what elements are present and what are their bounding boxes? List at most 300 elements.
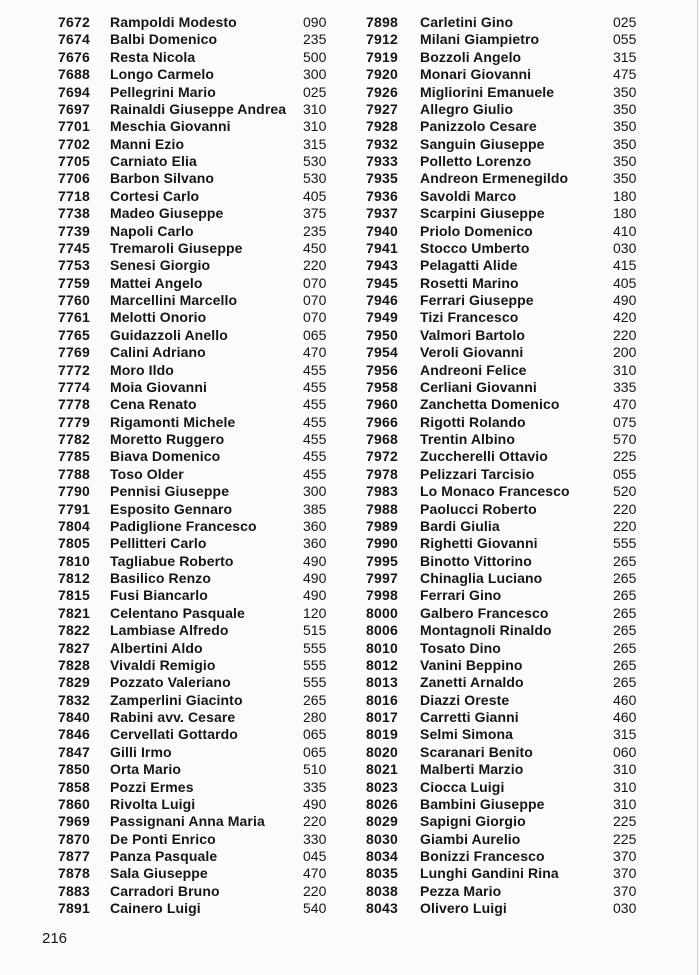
entry-num: 7745 bbox=[58, 239, 90, 256]
entry-val: 220 bbox=[613, 517, 637, 534]
entry-val: 025 bbox=[303, 83, 327, 100]
list-item bbox=[350, 118, 700, 135]
list-item bbox=[0, 587, 350, 604]
entry-val: 265 bbox=[613, 552, 637, 569]
list-item bbox=[0, 848, 350, 865]
list-item bbox=[0, 292, 350, 309]
entry-val: 540 bbox=[303, 900, 327, 917]
entry-val: 265 bbox=[613, 587, 637, 604]
entry-name: Lunghi Gandini Rina bbox=[420, 865, 559, 882]
entry-num: 8030 bbox=[366, 830, 398, 847]
entry-num: 8019 bbox=[366, 726, 398, 743]
entry-num: 7989 bbox=[366, 517, 398, 534]
list-item bbox=[350, 309, 700, 326]
entry-num: 7932 bbox=[366, 135, 398, 152]
entry-name: Pozzi Ermes bbox=[110, 778, 194, 795]
entry-name: Veroli Giovanni bbox=[420, 344, 524, 361]
entry-num: 7672 bbox=[58, 14, 90, 30]
entry-name: Zanchetta Domenico bbox=[420, 396, 560, 413]
entry-val: 460 bbox=[613, 691, 637, 708]
entry-num: 8010 bbox=[366, 639, 398, 656]
entry-name: Pelizzari Tarcisio bbox=[420, 465, 535, 482]
list-item bbox=[350, 153, 700, 170]
entry-num: 8034 bbox=[366, 848, 398, 864]
entry-name: Scarpini Giuseppe bbox=[420, 205, 545, 222]
list-item bbox=[0, 14, 350, 31]
entry-num: 7927 bbox=[366, 100, 398, 117]
entry-val: 310 bbox=[303, 100, 327, 117]
entry-num: 7821 bbox=[58, 604, 90, 621]
list-item bbox=[350, 396, 700, 413]
entry-val: 310 bbox=[303, 118, 327, 135]
entry-val: 235 bbox=[303, 222, 327, 239]
list-item bbox=[0, 414, 350, 431]
list-item bbox=[350, 553, 700, 570]
page-edge bbox=[697, 0, 698, 975]
entry-name: Monari Giovanni bbox=[420, 66, 532, 83]
entry-name: Pezza Mario bbox=[420, 882, 502, 899]
list-item bbox=[350, 448, 700, 465]
entry-name: Rigamonti Michele bbox=[110, 413, 236, 430]
entry-val: 490 bbox=[303, 795, 327, 812]
list-item bbox=[0, 535, 350, 552]
entry-num: 7956 bbox=[366, 361, 398, 378]
entry-name: Selmi Simona bbox=[420, 726, 514, 743]
entry-num: 7791 bbox=[58, 500, 90, 517]
entry-num: 7935 bbox=[366, 170, 398, 187]
entry-val: 360 bbox=[303, 517, 327, 534]
entry-num: 7769 bbox=[58, 344, 90, 361]
entry-val: 455 bbox=[303, 413, 327, 430]
list-item bbox=[350, 657, 700, 674]
entry-val: 055 bbox=[613, 31, 637, 48]
entry-val: 520 bbox=[613, 483, 637, 500]
list-item bbox=[350, 831, 700, 848]
entry-num: 7946 bbox=[366, 292, 398, 308]
list-item bbox=[0, 865, 350, 882]
entry-val: 315 bbox=[303, 135, 327, 152]
list-item bbox=[350, 205, 700, 222]
list-item bbox=[0, 466, 350, 483]
list-item bbox=[350, 865, 700, 882]
entry-name: Panza Pasquale bbox=[110, 848, 218, 864]
entry-name: Biava Domenico bbox=[110, 448, 221, 465]
entry-name: Allegro Giulio bbox=[420, 100, 514, 117]
entry-name: Trentin Albino bbox=[420, 431, 515, 447]
entry-name: Savoldi Marco bbox=[420, 187, 517, 204]
entry-name: Priolo Domenico bbox=[420, 222, 533, 239]
entry-name: Sapigni Giorgio bbox=[420, 813, 526, 830]
list-item bbox=[0, 275, 350, 292]
list-item bbox=[350, 257, 700, 274]
entry-val: 235 bbox=[303, 31, 327, 48]
entry-val: 025 bbox=[613, 14, 637, 30]
entry-num: 8000 bbox=[366, 604, 398, 621]
entry-val: 310 bbox=[613, 361, 637, 378]
entry-val: 220 bbox=[613, 500, 637, 517]
list-item bbox=[0, 223, 350, 240]
entry-name: Moia Giovanni bbox=[110, 378, 207, 395]
entry-val: 350 bbox=[613, 100, 637, 117]
entry-num: 7988 bbox=[366, 500, 398, 517]
entry-name: Pennisi Giuseppe bbox=[110, 483, 230, 500]
list-item bbox=[350, 605, 700, 622]
list-item bbox=[0, 726, 350, 743]
entry-name: Zanetti Arnaldo bbox=[420, 674, 524, 691]
entry-num: 7702 bbox=[58, 135, 90, 152]
list-item bbox=[0, 257, 350, 274]
entry-val: 070 bbox=[303, 274, 327, 291]
entry-name: Migliorini Emanuele bbox=[420, 83, 555, 100]
entry-val: 300 bbox=[303, 483, 327, 500]
entry-val: 350 bbox=[613, 153, 637, 169]
entry-name: Zuccherelli Ottavio bbox=[420, 448, 548, 465]
list-item bbox=[350, 223, 700, 240]
entry-val: 370 bbox=[613, 865, 637, 882]
entry-val: 360 bbox=[303, 535, 327, 552]
entry-num: 8006 bbox=[366, 622, 398, 639]
list-item bbox=[0, 170, 350, 187]
list-item bbox=[350, 518, 700, 535]
entry-val: 555 bbox=[303, 639, 327, 656]
entry-num: 7738 bbox=[58, 205, 90, 222]
list-item bbox=[0, 883, 350, 900]
entry-name: Panizzolo Cesare bbox=[420, 118, 537, 135]
entry-num: 7995 bbox=[366, 552, 398, 569]
list-item bbox=[0, 49, 350, 66]
entry-num: 7828 bbox=[58, 656, 90, 673]
entry-num: 7782 bbox=[58, 431, 90, 447]
list-item bbox=[350, 84, 700, 101]
entry-name: Esposito Gennaro bbox=[110, 500, 233, 517]
entry-name: Tagliabue Roberto bbox=[110, 552, 234, 569]
entry-num: 8035 bbox=[366, 865, 398, 882]
list-item bbox=[350, 327, 700, 344]
list-item bbox=[350, 570, 700, 587]
entry-val: 455 bbox=[303, 465, 327, 482]
entry-name: Cena Renato bbox=[110, 396, 197, 413]
entry-val: 330 bbox=[303, 830, 327, 847]
list-item bbox=[0, 501, 350, 518]
list-item bbox=[0, 84, 350, 101]
entry-num: 7912 bbox=[366, 31, 398, 48]
entry-num: 7810 bbox=[58, 552, 90, 569]
entry-num: 8016 bbox=[366, 691, 398, 708]
entry-val: 065 bbox=[303, 726, 327, 743]
list-item bbox=[0, 309, 350, 326]
list-item bbox=[0, 831, 350, 848]
entry-num: 8026 bbox=[366, 795, 398, 812]
entry-name: Tosato Dino bbox=[420, 639, 501, 656]
entry-name: Bambini Giuseppe bbox=[420, 795, 545, 812]
entry-num: 7790 bbox=[58, 483, 90, 500]
entry-name: Giambi Aurelio bbox=[420, 830, 521, 847]
entry-name: Passignani Anna Maria bbox=[110, 813, 265, 830]
entry-val: 030 bbox=[613, 900, 637, 917]
entry-val: 350 bbox=[613, 170, 637, 187]
entry-num: 7972 bbox=[366, 448, 398, 465]
entry-num: 7968 bbox=[366, 431, 398, 447]
entry-name: Ferrari Giuseppe bbox=[420, 292, 534, 308]
list-item bbox=[350, 101, 700, 118]
entry-num: 8012 bbox=[366, 656, 398, 673]
entry-num: 7891 bbox=[58, 900, 90, 917]
list-item bbox=[0, 118, 350, 135]
entry-val: 555 bbox=[303, 674, 327, 691]
list-item bbox=[350, 674, 700, 691]
entry-val: 180 bbox=[613, 205, 637, 222]
entry-val: 455 bbox=[303, 431, 327, 447]
entry-name: Carradori Bruno bbox=[110, 882, 220, 899]
list-item bbox=[0, 692, 350, 709]
entry-num: 7998 bbox=[366, 587, 398, 604]
entry-num: 7983 bbox=[366, 483, 398, 500]
entry-name: Rigotti Rolando bbox=[420, 413, 526, 430]
entry-num: 7706 bbox=[58, 170, 90, 187]
entry-num: 7898 bbox=[366, 14, 398, 30]
entry-num: 8021 bbox=[366, 761, 398, 778]
entry-name: Basilico Renzo bbox=[110, 570, 211, 586]
list-item bbox=[0, 136, 350, 153]
entry-num: 7832 bbox=[58, 691, 90, 708]
entry-val: 460 bbox=[613, 709, 637, 725]
list-item bbox=[350, 779, 700, 796]
entry-val: 265 bbox=[613, 639, 637, 656]
list-item bbox=[0, 240, 350, 257]
list-item bbox=[350, 66, 700, 83]
list-item bbox=[350, 848, 700, 865]
entry-val: 415 bbox=[613, 257, 637, 274]
entry-val: 490 bbox=[303, 587, 327, 604]
entry-name: Olivero Luigi bbox=[420, 900, 507, 917]
entry-val: 350 bbox=[613, 135, 637, 152]
entry-name: Cainero Luigi bbox=[110, 900, 201, 917]
entry-name: Vivaldi Remigio bbox=[110, 656, 216, 673]
entry-num: 7804 bbox=[58, 517, 90, 534]
list-item bbox=[0, 205, 350, 222]
entry-num: 7674 bbox=[58, 31, 90, 48]
entry-name: Moro Ildo bbox=[110, 361, 174, 378]
list-item bbox=[350, 726, 700, 743]
entry-num: 8029 bbox=[366, 813, 398, 830]
entry-val: 490 bbox=[613, 292, 637, 308]
list-item bbox=[0, 657, 350, 674]
list-item bbox=[0, 101, 350, 118]
entry-val: 375 bbox=[303, 205, 327, 222]
list-item bbox=[350, 622, 700, 639]
entry-num: 7765 bbox=[58, 326, 90, 343]
entry-name: Orta Mario bbox=[110, 761, 182, 778]
entry-num: 8017 bbox=[366, 709, 398, 725]
entry-num: 7718 bbox=[58, 187, 90, 204]
entry-val: 220 bbox=[303, 882, 327, 899]
entry-num: 7840 bbox=[58, 709, 90, 725]
entry-num: 7949 bbox=[366, 309, 398, 326]
entry-val: 065 bbox=[303, 743, 327, 760]
entry-val: 265 bbox=[613, 674, 637, 691]
entry-name: Binotto Vittorino bbox=[420, 552, 532, 569]
entry-val: 490 bbox=[303, 552, 327, 569]
entry-num: 7829 bbox=[58, 674, 90, 691]
entry-name: Polletto Lorenzo bbox=[420, 153, 532, 169]
entry-name: Vanini Beppino bbox=[420, 656, 523, 673]
entry-name: Toso Older bbox=[110, 465, 184, 482]
entry-val: 315 bbox=[613, 726, 637, 743]
list-item bbox=[350, 744, 700, 761]
entry-num: 7954 bbox=[366, 344, 398, 361]
entry-num: 7950 bbox=[366, 326, 398, 343]
entry-val: 555 bbox=[613, 535, 637, 552]
entry-name: Bozzoli Angelo bbox=[420, 48, 522, 65]
entry-num: 7827 bbox=[58, 639, 90, 656]
entry-name: Valmori Bartolo bbox=[420, 326, 525, 343]
entry-num: 7920 bbox=[366, 66, 398, 83]
entry-name: Malberti Marzio bbox=[420, 761, 524, 778]
entry-val: 455 bbox=[303, 448, 327, 465]
entry-val: 335 bbox=[613, 378, 637, 395]
list-item bbox=[350, 640, 700, 657]
entry-num: 7943 bbox=[366, 257, 398, 274]
entry-num: 7919 bbox=[366, 48, 398, 65]
entry-name: Gilli Irmo bbox=[110, 743, 172, 760]
entry-val: 310 bbox=[613, 761, 637, 778]
entry-val: 220 bbox=[303, 813, 327, 830]
left-column bbox=[0, 14, 350, 918]
list-item bbox=[0, 640, 350, 657]
entry-name: Zamperlini Giacinto bbox=[110, 691, 243, 708]
entry-name: Bonizzi Francesco bbox=[420, 848, 545, 864]
entry-val: 315 bbox=[613, 48, 637, 65]
entry-name: Rainaldi Giuseppe Andrea bbox=[110, 100, 287, 117]
entry-val: 410 bbox=[613, 222, 637, 239]
list-item bbox=[350, 692, 700, 709]
entry-name: Madeo Giuseppe bbox=[110, 205, 224, 222]
entry-name: Carletini Gino bbox=[420, 14, 514, 30]
entry-num: 7785 bbox=[58, 448, 90, 465]
entry-name: Stocco Umberto bbox=[420, 239, 530, 256]
entry-val: 120 bbox=[303, 604, 327, 621]
entry-num: 7694 bbox=[58, 83, 90, 100]
entry-name: Montagnoli Rinaldo bbox=[420, 622, 552, 639]
entry-val: 450 bbox=[303, 239, 327, 256]
entry-name: Rampoldi Modesto bbox=[110, 14, 237, 30]
list-item bbox=[350, 709, 700, 726]
entry-val: 090 bbox=[303, 14, 327, 30]
entry-num: 7812 bbox=[58, 570, 90, 586]
entry-val: 405 bbox=[303, 187, 327, 204]
list-item bbox=[0, 553, 350, 570]
list-item bbox=[350, 796, 700, 813]
list-item bbox=[0, 66, 350, 83]
entry-num: 7772 bbox=[58, 361, 90, 378]
list-item bbox=[350, 587, 700, 604]
entry-name: Manni Ezio bbox=[110, 135, 185, 152]
entry-val: 350 bbox=[613, 118, 637, 135]
entry-num: 7697 bbox=[58, 100, 90, 117]
entry-name: Lambiase Alfredo bbox=[110, 622, 229, 639]
entry-val: 300 bbox=[303, 66, 327, 83]
entry-val: 500 bbox=[303, 48, 327, 65]
entry-name: Marcellini Marcello bbox=[110, 292, 238, 308]
entry-name: Mattei Angelo bbox=[110, 274, 203, 291]
entry-name: Rosetti Marino bbox=[420, 274, 519, 291]
entry-val: 385 bbox=[303, 500, 327, 517]
entry-num: 7883 bbox=[58, 882, 90, 899]
entry-val: 220 bbox=[303, 257, 327, 274]
entry-val: 280 bbox=[303, 709, 327, 725]
entry-num: 7788 bbox=[58, 465, 90, 482]
entry-name: Cervellati Gottardo bbox=[110, 726, 238, 743]
entry-num: 7960 bbox=[366, 396, 398, 413]
entry-name: Pellitteri Carlo bbox=[110, 535, 207, 552]
entry-num: 7933 bbox=[366, 153, 398, 169]
entry-num: 7774 bbox=[58, 378, 90, 395]
entry-num: 7969 bbox=[58, 813, 90, 830]
entry-num: 7928 bbox=[366, 118, 398, 135]
entry-val: 180 bbox=[613, 187, 637, 204]
list-item bbox=[0, 709, 350, 726]
entry-num: 7860 bbox=[58, 795, 90, 812]
entry-val: 370 bbox=[613, 882, 637, 899]
page-number: 216 bbox=[42, 930, 68, 947]
entry-name: Barbon Silvano bbox=[110, 170, 215, 187]
entry-num: 7850 bbox=[58, 761, 90, 778]
list-item bbox=[350, 883, 700, 900]
entry-name: Andreoni Felice bbox=[420, 361, 527, 378]
entry-val: 470 bbox=[613, 396, 637, 413]
entry-num: 7846 bbox=[58, 726, 90, 743]
entry-name: Pelagatti Alide bbox=[420, 257, 518, 274]
entry-name: Sala Giuseppe bbox=[110, 865, 208, 882]
list-item bbox=[350, 344, 700, 361]
entry-val: 220 bbox=[613, 326, 637, 343]
entry-val: 370 bbox=[613, 848, 637, 864]
entry-name: Andreon Ermenegildo bbox=[420, 170, 569, 187]
entry-val: 555 bbox=[303, 656, 327, 673]
entry-name: Fusi Biancarlo bbox=[110, 587, 208, 604]
entry-num: 7779 bbox=[58, 413, 90, 430]
entry-val: 455 bbox=[303, 361, 327, 378]
list-item bbox=[0, 31, 350, 48]
list-item bbox=[0, 605, 350, 622]
entry-name: Ferrari Gino bbox=[420, 587, 502, 604]
entry-name: Milani Giampietro bbox=[420, 31, 540, 48]
list-item bbox=[0, 779, 350, 796]
list-item bbox=[350, 240, 700, 257]
entry-name: Paolucci Roberto bbox=[420, 500, 537, 517]
right-column bbox=[350, 14, 700, 918]
list-item bbox=[0, 396, 350, 413]
list-item bbox=[0, 188, 350, 205]
list-item bbox=[0, 761, 350, 778]
list-item bbox=[350, 14, 700, 31]
entry-val: 060 bbox=[613, 743, 637, 760]
entry-name: Galbero Francesco bbox=[420, 604, 549, 621]
entry-val: 515 bbox=[303, 622, 327, 639]
entry-val: 070 bbox=[303, 309, 327, 326]
entry-name: Scaranari Benito bbox=[420, 743, 533, 760]
list-item bbox=[350, 31, 700, 48]
entry-num: 8023 bbox=[366, 778, 398, 795]
entry-num: 8013 bbox=[366, 674, 398, 691]
entry-name: Diazzi Oreste bbox=[420, 691, 510, 708]
entry-num: 7759 bbox=[58, 274, 90, 291]
entry-num: 7940 bbox=[366, 222, 398, 239]
list-item bbox=[350, 292, 700, 309]
entry-name: Balbi Domenico bbox=[110, 31, 218, 48]
entry-val: 065 bbox=[303, 326, 327, 343]
entry-val: 200 bbox=[613, 344, 637, 361]
